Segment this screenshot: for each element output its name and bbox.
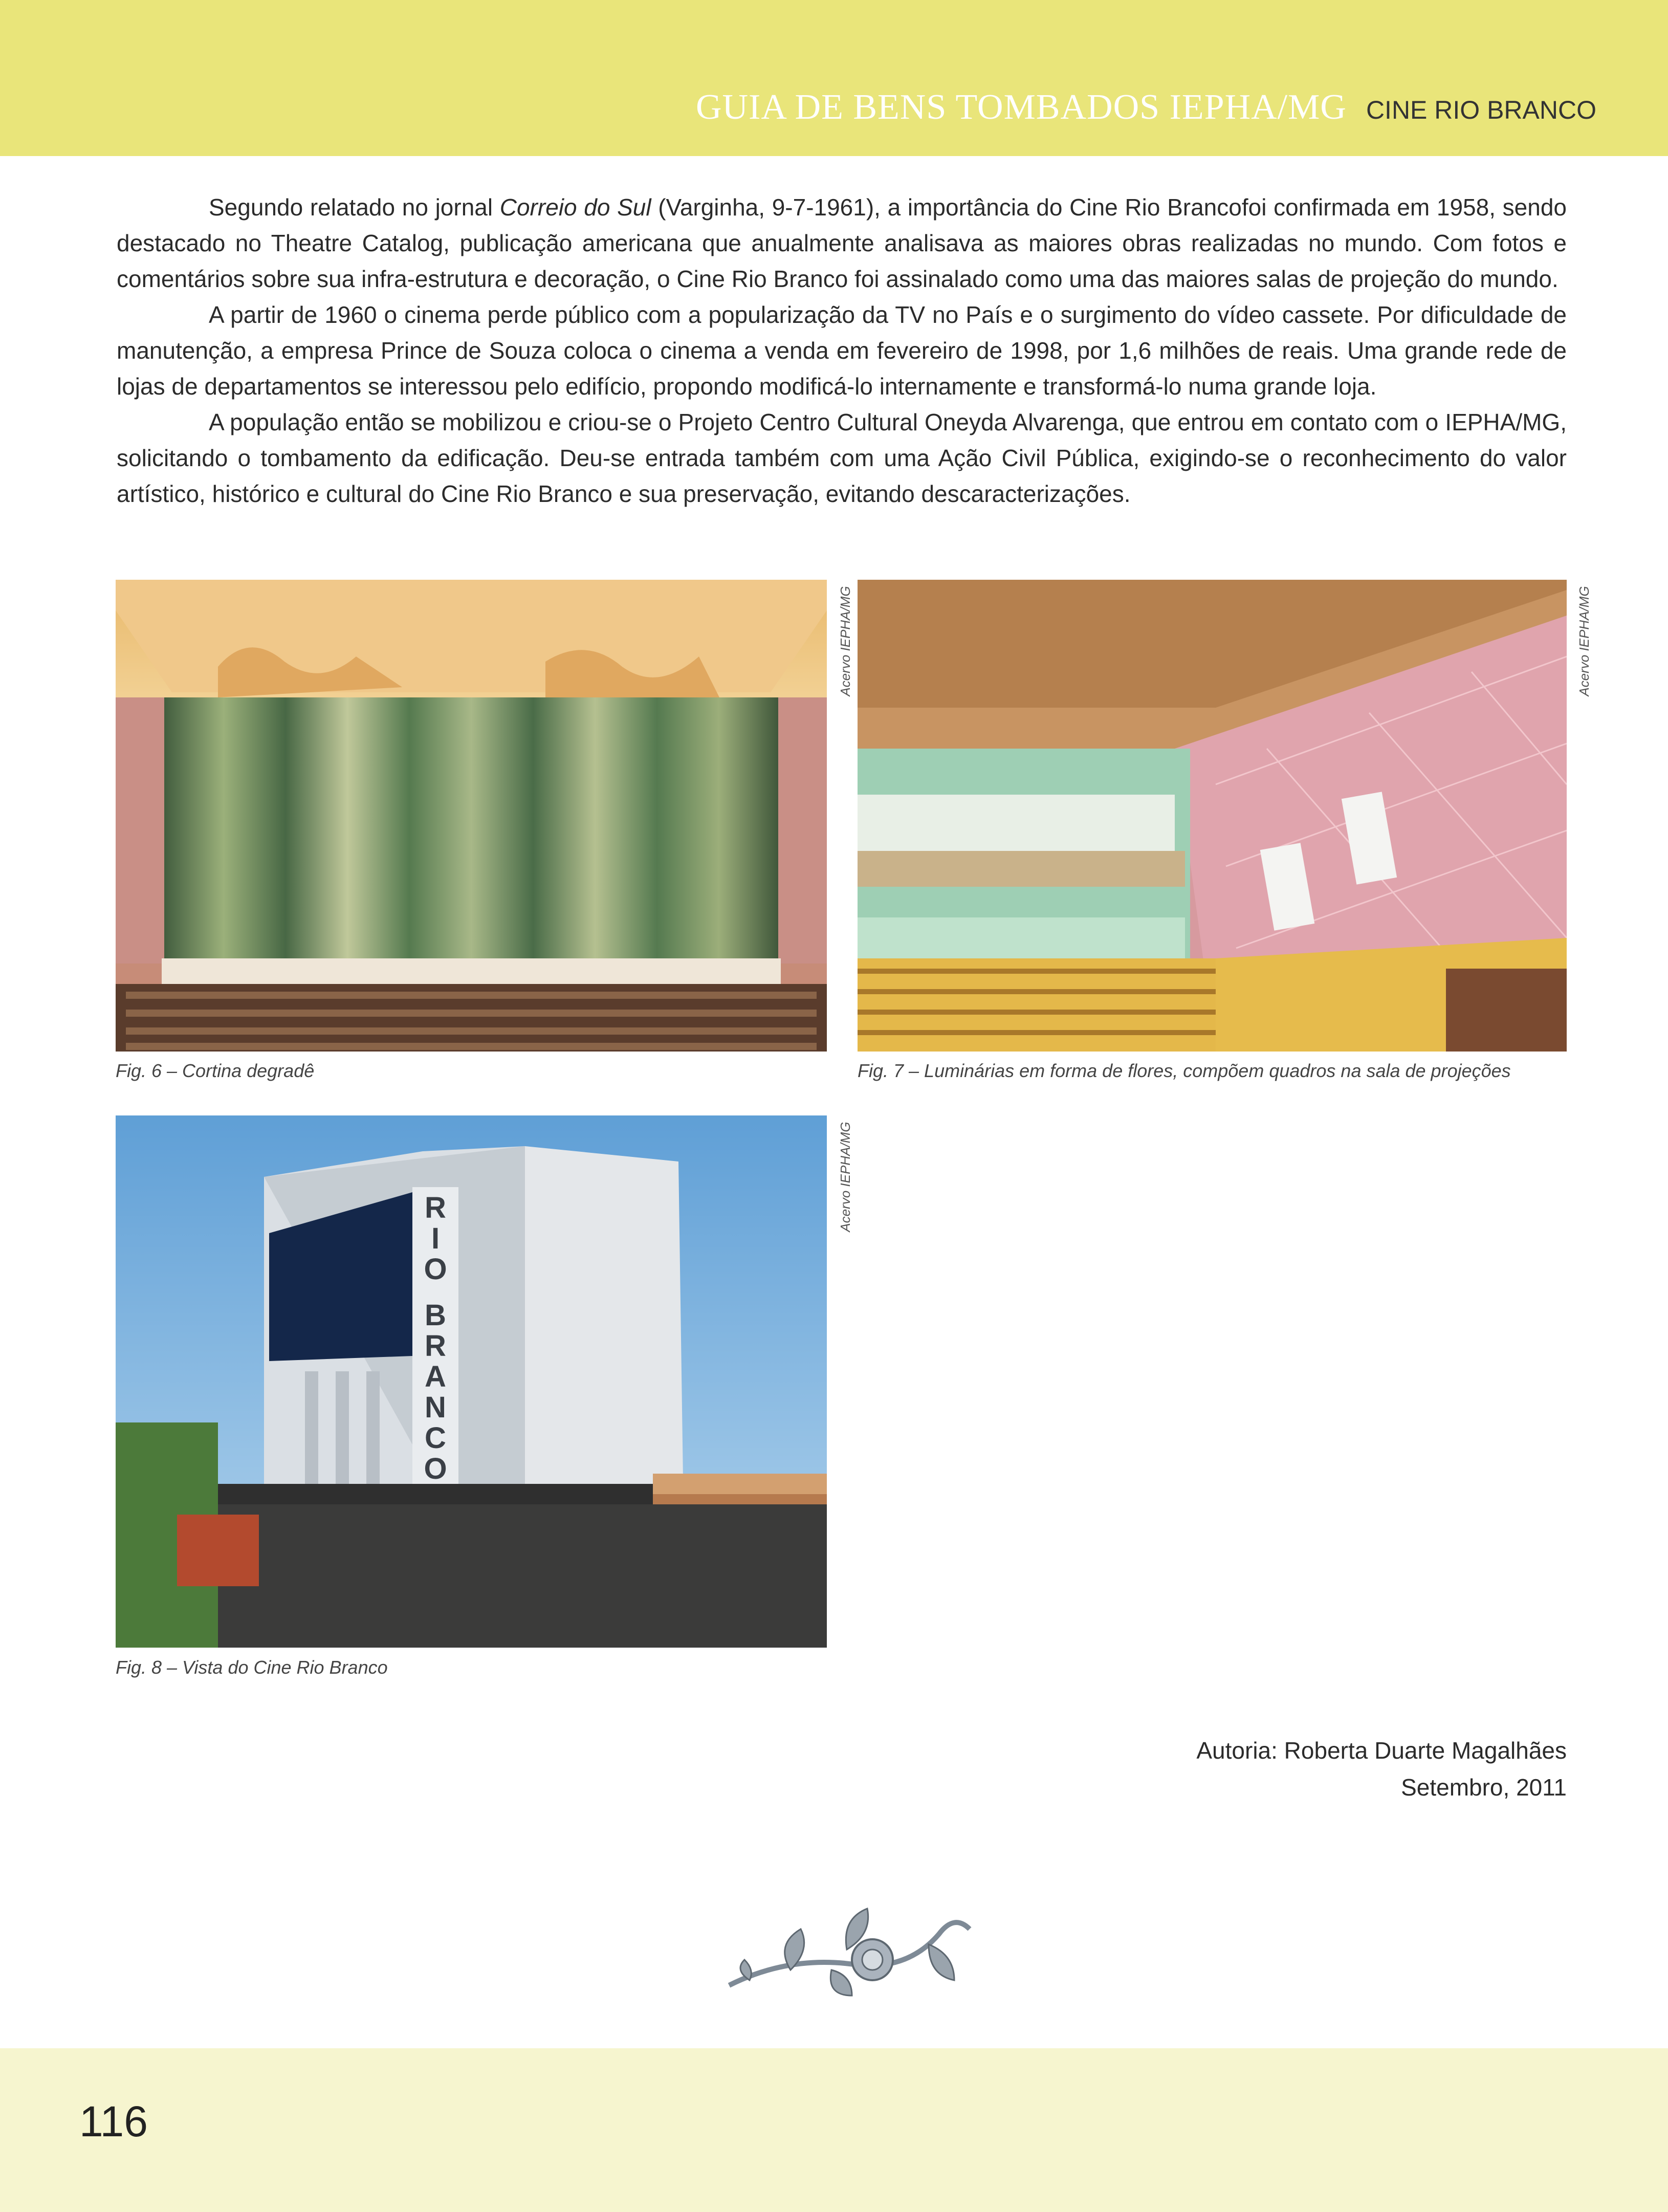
figure-8-credit: Acervo IEPHA/MG [838,1122,853,1232]
svg-text:O: O [424,1253,447,1286]
svg-text:O: O [424,1452,447,1485]
newspaper-name: Correio do Sul [499,194,651,221]
svg-text:N: N [425,1391,446,1424]
svg-text:A: A [425,1360,446,1393]
figure-7-photo [858,580,1567,1052]
authorship-date: Setembro, 2011 [1401,1774,1567,1801]
rose-ornament-icon [714,1888,1000,2006]
header-band [0,0,1668,156]
figure-6-photo [116,580,827,1052]
figure-8-caption: Fig. 8 – Vista do Cine Rio Branco [116,1657,388,1678]
svg-text:R: R [425,1329,446,1363]
figure-8-photo [116,1115,827,1648]
paragraph-2: A partir de 1960 o cinema perde público com a popularização da TV no País e o surgimento do vídeo cassete. Por dificuldade de manutenção, a empresa Prince de Souza coloca o cinema a venda em fevereiro de 1998, por 1,6 milhões de reais. Uma grande rede de lojas de departamentos se interessou pelo edifício, propondo modificá-lo internamente e transformá-lo numa grande loja. [117,301,1567,400]
figure-7-credit: Acervo IEPHA/MG [1576,586,1592,696]
footer-band [0,2048,1668,2212]
figure-7-caption: Fig. 7 – Luminárias em forma de flores, compõem quadros na sala de projeções [858,1060,1511,1081]
facade-sign-rio: R [425,1191,446,1224]
paragraph-1: Segundo relatado no jornal Correio do Sul (Varginha, 9-7-1961), a importância do Cine Rio Brancofoi confirmada em 1958, sendo destacado no Theatre Catalog, publicação americana que anualmente analisava as maiores obras realizadas no mundo. Com fotos e comentários sobre sua infra-estrutura e decoração, o Cine Rio Branco foi assinalado como uma das maiores salas de projeção do mundo. [117,194,1567,292]
svg-text:C: C [425,1421,446,1455]
running-header [696,87,1596,128]
svg-text:B: B [425,1299,446,1332]
paragraph-3: A população então se mobilizou e criou-se o Projeto Centro Cultural Oneyda Alvarenga, que entrou em contato com o IEPHA/MG, solicitando o tombamento da edificação. Deu-se entrada também com uma Ação Civil Pública, exigindo-se o reconhecimento do valor artístico, histórico e cultural do Cine Rio Branco e sua preservação, evitando descaracterizações. [117,409,1567,507]
article-body [117,189,1567,512]
authorship-block [1196,1732,1567,1806]
guide-title: GUIA DE BENS TOMBADOS IEPHA/MG [695,87,1347,127]
figure-6-caption: Fig. 6 – Cortina degradê [116,1060,315,1081]
figure-6-credit: Acervo IEPHA/MG [838,586,853,696]
page-number: 116 [79,2097,148,2145]
svg-text:I: I [431,1222,440,1255]
section-title: CINE RIO BRANCO [1366,96,1596,124]
author-name: Autoria: Roberta Duarte Magalhães [1196,1737,1567,1764]
